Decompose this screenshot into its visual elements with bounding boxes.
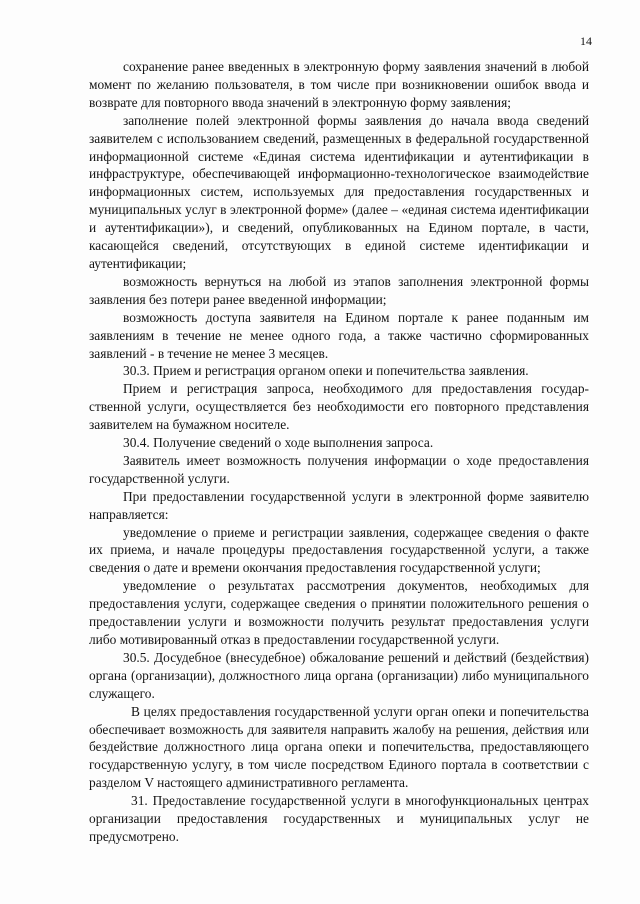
document-body	[89, 58, 589, 846]
section-heading-30-3: 30.3. Прием и регистрация органом опеки и попечительства заявления.	[123, 363, 529, 379]
paragraph-complaint-possibility: В целях предоставления государственной услуги орган опеки и попечительства обеспечивает возможность для заявителя направить жалобу на решения, действия или бездействие должностного лица органа опеки и попечительства, предоставляющего государственную услугу, в том числе посредством Единого портала в соответствии с разделом V настоящего административного регламента.	[89, 703, 589, 791]
section-heading-30-5: 30.5. Досудебное (внесудебное) обжалование решений и действий (бездействия) органа (организации), должностного лица органа (организации) либо муниципального служащего.	[89, 649, 589, 701]
paragraph-access-to-applications: возможность доступа заявителя на Едином портале к ранее поданным им заявлениям в течение не менее одного года, а также частично сформированных заявлений - в течение не менее 3 месяцев.	[89, 309, 589, 361]
page-number: 14	[580, 34, 592, 48]
paragraph-notifications-intro: При предоставлении государственной услуги в электронной форме заявителю направляется:	[89, 488, 589, 522]
paragraph-autofill-fields: заполнение полей электронной формы заявления до начала ввода сведений заявителем с использованием сведений, размещенных в федеральной государственной информационной системе «Единая система идентификации и аутентификации в инфраструктуре, обеспечивающей информационно-технологическое взаимодействие информационных систем, используемых для предоставления государственных и муниципальных услуг в электронной форме» (далее – «единая система идентификации и аутентификации»), и сведений, опубликованных на Едином портале, в части, касающейся сведений, отсутствующих в единой системе идентификации и аутентификации;	[89, 112, 589, 271]
section-heading-30-4: 30.4. Получение сведений о ходе выполнения запроса.	[123, 435, 434, 451]
paragraph-save-entered-values: сохранение ранее введенных в электронную форму заявления значений в любой момент по желанию пользователя, в том числе при возникновении ошибок ввода и возврате для повторного ввода значений в электронную форму заявления;	[89, 59, 589, 110]
paragraph-progress-info: Заявитель имеет возможность получения информации о ходе предоставления государственной услуги.	[89, 452, 589, 486]
paragraph-request-registration: Прием и регистрация запроса, необходимого для предоставления государственной услуги, осуществляется без необходимости его повторного представления заявителем на бумажном носителе.	[89, 381, 589, 433]
paragraph-return-to-step: возможность вернуться на любой из этапов заполнения электронной формы заявления без потери ранее введенной информации;	[89, 273, 589, 307]
paragraph-receipt-notification: уведомление о приеме и регистрации заявления, содержащее сведения о факте их приема, и начале процедуры предоставления государственной услуги, а также сведения о дате и времени окончания предоставления государственной услуги;	[89, 524, 589, 576]
paragraph-result-notification: уведомление о результатах рассмотрения документов, необходимых для предоставления услуги, содержащее сведения о принятии положительного решения о предоставлении услуги и возможности получить результат предоставления услуги либо мотивированный отказ в предоставлении государственной услуги.	[89, 578, 589, 647]
section-heading-31: 31. Предоставление государственной услуги в многофункциональных центрах организации предоставления государственных и муниципальных услуг не предусмотрено.	[89, 793, 589, 844]
